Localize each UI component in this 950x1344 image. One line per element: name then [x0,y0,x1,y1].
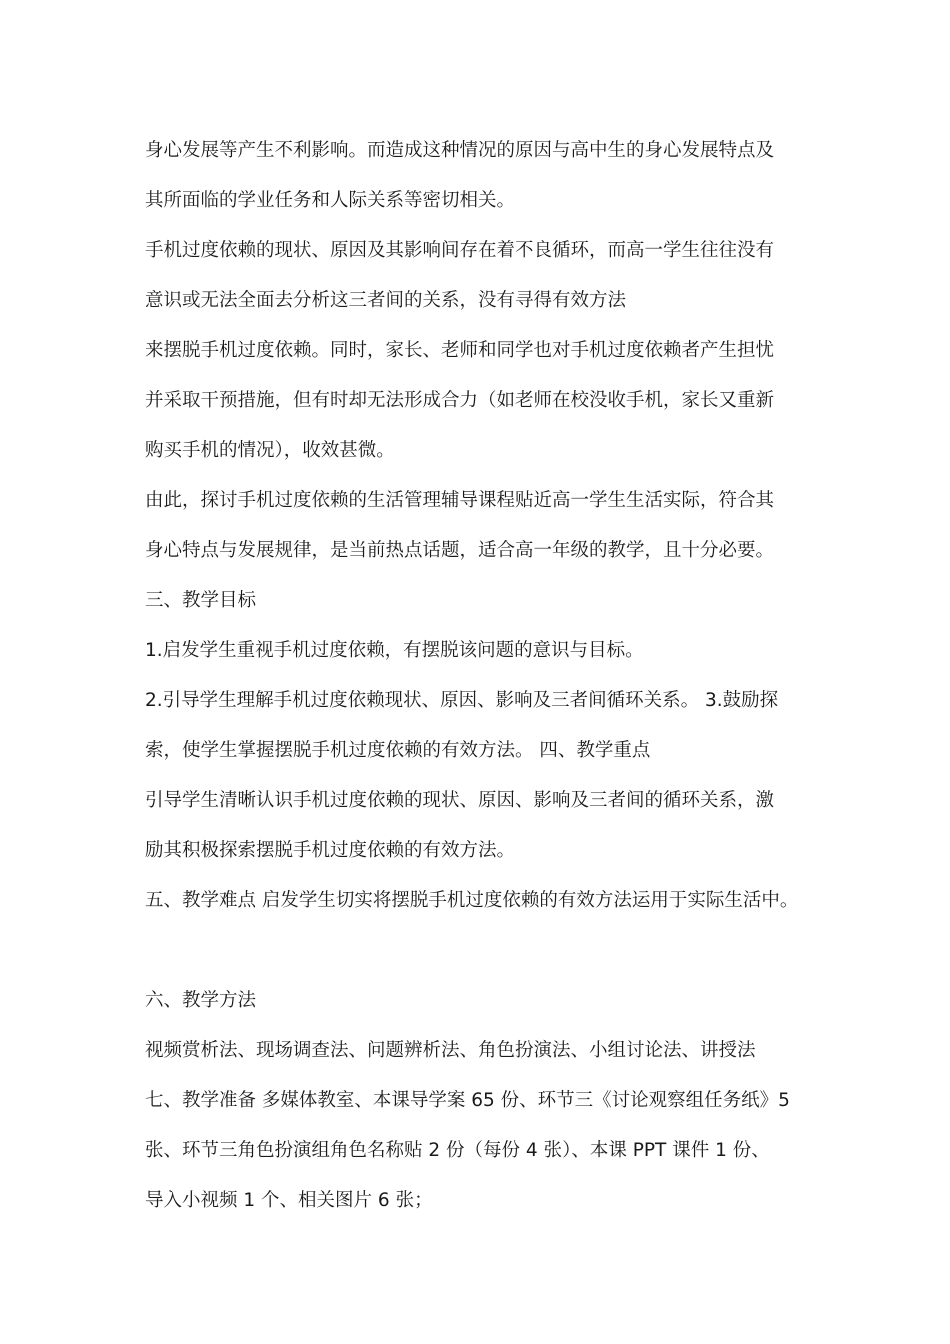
text-line: 身心发展等产生不利影响。而造成这种情况的原因与高中生的身心发展特点及 [145,140,775,161]
section-heading-methods: 六、教学方法 [145,990,257,1011]
text-line: 张、环节三角色扮演组角色名称贴 2 份（每份 4 张）、本课 PPT 课件 1 份、 [145,1140,770,1161]
section-heading-preparation: 七、教学准备 多媒体教室、本课导学案 65 份、环节三《讨论观察组任务纸》5 [145,1090,790,1111]
text-line: 引导学生清晰认识手机过度依赖的现状、原因、影响及三者间的循环关系，激 [145,790,775,811]
text-line: 由此，探讨手机过度依赖的生活管理辅导课程贴近高一学生生活实际，符合其 [145,490,775,511]
text-line: 身心特点与发展规律，是当前热点话题，适合高一年级的教学，且十分必要。 [145,540,775,561]
text-line: 意识或无法全面去分析这三者间的关系，没有寻得有效方法 [145,290,627,311]
text-line: 索，使学生掌握摆脱手机过度依赖的有效方法。 四、教学重点 [145,740,651,761]
text-line: 励其积极探索摆脱手机过度依赖的有效方法。 [145,840,516,861]
section-heading-goals: 三、教学目标 [145,590,257,611]
text-line: 2.引导学生理解手机过度依赖现状、原因、影响及三者间循环关系。 3.鼓励探 [145,690,779,711]
text-line: 来摆脱手机过度依赖。同时，家长、老师和同学也对手机过度依赖者产生担忧 [145,340,775,361]
text-line: 视频赏析法、现场调查法、问题辨析法、角色扮演法、小组讨论法、讲授法 [145,1040,756,1061]
text-line: 其所面临的学业任务和人际关系等密切相关。 [145,190,516,211]
text-line: 导入小视频 1 个、相关图片 6 张； [145,1190,433,1211]
section-heading-difficulty: 五、教学难点 启发学生切实将摆脱手机过度依赖的有效方法运用于实际生活中。 [145,890,799,911]
text-line: 购买手机的情况），收效甚微。 [145,440,395,461]
text-line: 手机过度依赖的现状、原因及其影响间存在着不良循环，而高一学生往往没有 [145,240,775,261]
text-line: 1.启发学生重视手机过度依赖，有摆脱该问题的意识与目标。 [145,640,644,661]
text-line: 并采取干预措施，但有时却无法形成合力（如老师在校没收手机，家长又重新 [145,390,775,411]
